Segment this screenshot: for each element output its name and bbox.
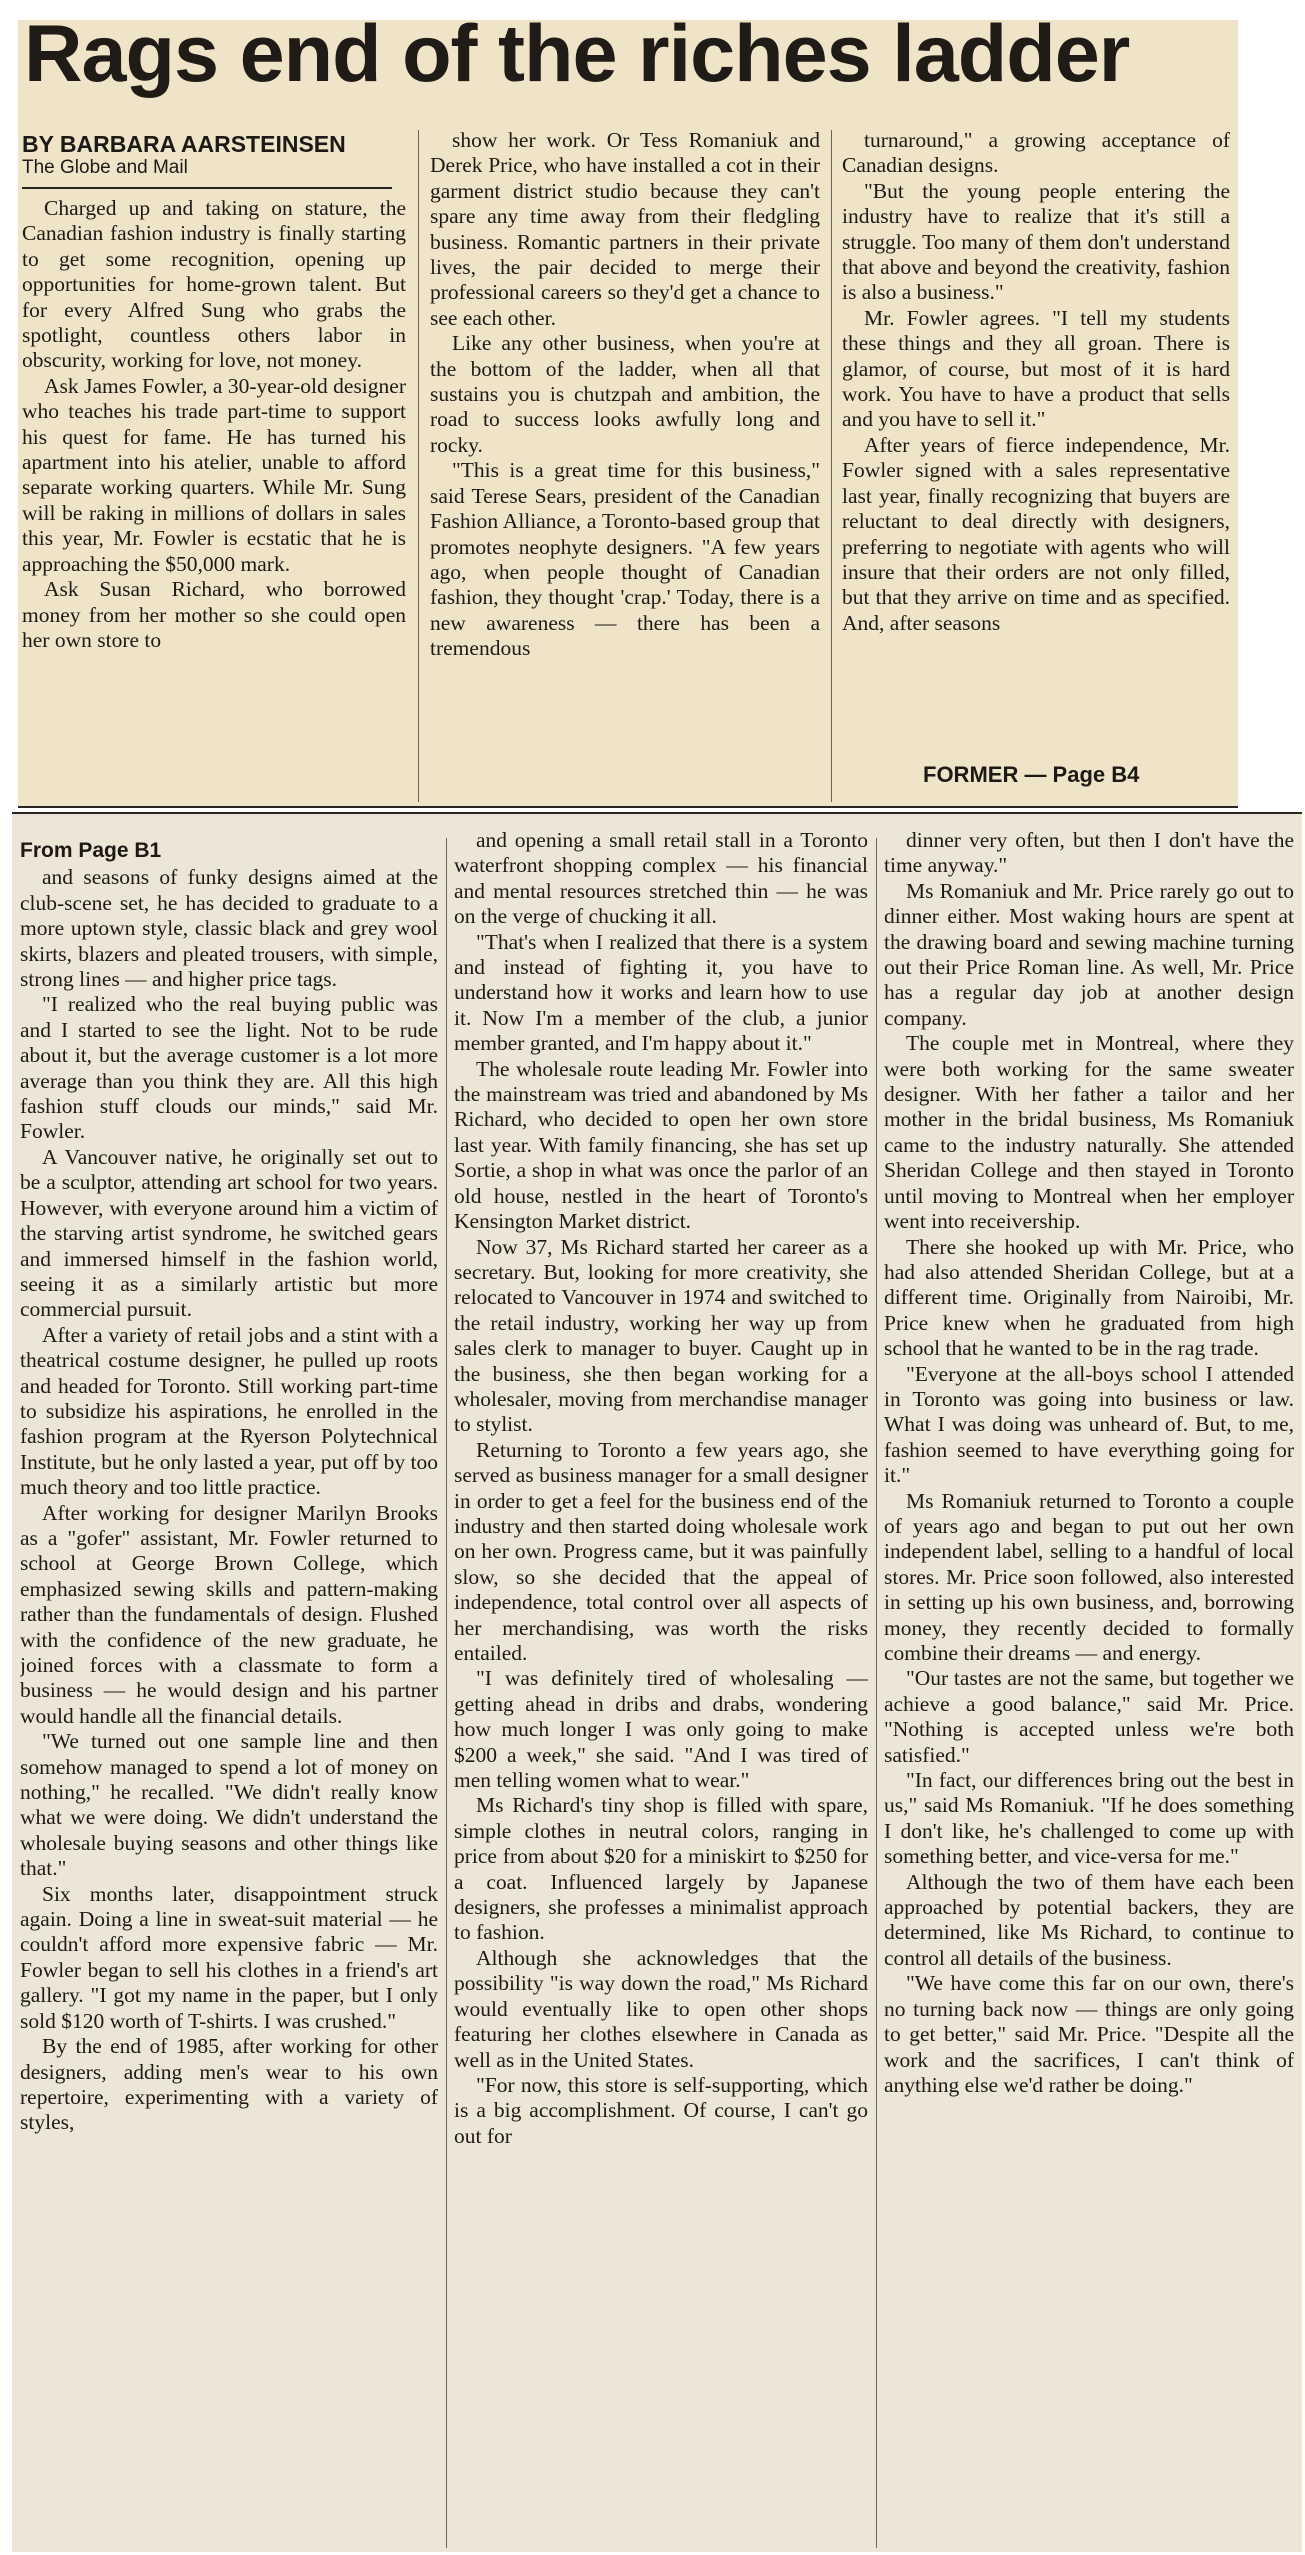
paragraph: Now 37, Ms Richard started her career as a secretary. But, looking for more creativity, she relocated to Vancouver in 1974 and switched to the retail industry, working her way up from sales clerk to manager to buyer. Caught up in the business, she then began working for a wholesaler, moving from merchandise manager to stylist.: [454, 1234, 868, 1437]
paragraph: Charged up and taking on stature, the Canadian fashion industry is finally starting to get some recognition, opening up opportunities for home-grown talent. But for every Alfred Sung who grabs the spotlight, countless others labor in obscurity, working for love, not money.: [22, 196, 406, 373]
column-rule: [446, 838, 447, 2548]
paragraph: After working for designer Marilyn Brooks as a "gofer" assistant, Mr. Fowler returned to school at George Brown College, which emphasized sewing skills and pattern-making rather than the fundamentals of design. Flushed with the confidence of the new graduate, he joined forces with a classmate to form a business — he would design and his partner would handle all the financial details.: [20, 1500, 438, 1728]
byline: BY BARBARA AARSTEINSEN: [22, 131, 346, 157]
bottom-column-3: [884, 828, 1294, 2550]
paragraph: "Our tastes are not the same, but together we achieve a good balance," said Mr. Price. "Nothing is accepted unless we're both satisfied.": [884, 1666, 1294, 1767]
paragraph: The wholesale route leading Mr. Fowler into the mainstream was tried and abandoned by Ms Richard, who decided to open her own store last year. With family financing, she has set up Sortie, a shop in what was once the parlor of an old house, nestled in the heart of Toronto's Kensington Market district.: [454, 1056, 868, 1234]
byline-block: [22, 132, 392, 189]
article-continuation-clipping: [12, 812, 1302, 2552]
paragraph: Ask Susan Richard, who borrowed money from her mother so she could open her own store to: [22, 577, 406, 652]
paragraph: After years of fierce independence, Mr. Fowler signed with a sales representative last year, finally recognizing that buyers are reluctant to deal directly with designers, preferring to negotiate with agents who will insure that their orders are not only filled, but that they arrive on time and as specified. And, after seasons: [842, 432, 1230, 635]
paragraph: Although the two of them have each been approached by potential backers, they are determined, like Ms Richard, to continue to control all details of the business.: [884, 1869, 1294, 1970]
paragraph: The couple met in Montreal, where they were both working for the same sweater designer. With her father a tailor and her mother in the bridal business, Ms Romaniuk came to the industry naturally. She attended Sheridan College and then stayed in Toronto until moving to Montreal when her employer went into receivership.: [884, 1031, 1294, 1234]
paragraph: "I realized who the real buying public was and I started to see the light. Not to be rude about it, but the average customer is a lot more average than you think they are. All this high fashion stuff clouds our minds," said Mr. Fowler.: [20, 992, 438, 1144]
article-front-clipping: [18, 20, 1238, 808]
column-rule: [418, 130, 419, 802]
top-column-1: [22, 196, 406, 800]
paragraph: "This is a great time for this business," said Terese Sears, president of the Canadian Fashion Alliance, a Toronto-based group that promotes neophyte designers. "A few years ago, when people thought of Canadian fashion, they thought 'crap.' Today, there is a new awareness — there has been a tremendous: [430, 458, 820, 661]
paragraph: "But the young people entering the industry have to realize that it's still a struggle. Too many of them don't understand that above and beyond the creativity, fashion is also a business.": [842, 178, 1230, 305]
paragraph: Mr. Fowler agrees. "I tell my students these things and they all groan. There is glamor, of course, but most of it is hard work. You have to have a product that sells and you have to sell it.": [842, 305, 1230, 432]
paragraph: "Everyone at the all-boys school I attended in Toronto was going into business or law. What I was doing was unheard of. But, to me, fashion seemed to have everything going for it.": [884, 1361, 1294, 1488]
paragraph: "For now, this store is self-supporting, which is a big accomplishment. Of course, I can't go out for: [454, 2072, 868, 2148]
paragraph: Like any other business, when you're at the bottom of the ladder, when all that sustains you is chutzpah and ambition, the road to success looks awfully long and rocky.: [430, 331, 820, 457]
paragraph: Ms Romaniuk returned to Toronto a couple of years ago and began to put out her own independent label, selling to a handful of local stores. Mr. Price soon followed, also interested in setting up his own business, and, borrowing money, they recently decided to formally combine their dreams — and energy.: [884, 1488, 1294, 1665]
top-column-2: [430, 128, 820, 800]
column-rule: [876, 838, 877, 2548]
paragraph: After a variety of retail jobs and a stint with a theatrical costume designer, he pulled up roots and headed for Toronto. Still working part-time to subsidize his aspirations, he enrolled in the fashion program at the Ryerson Polytechnical Institute, but he only lasted a year, put off by too much theory and too little practice.: [20, 1322, 438, 1500]
affiliation: The Globe and Mail: [22, 157, 188, 179]
paragraph: A Vancouver native, he originally set out to be a sculptor, attending art school for two years. However, with everyone around him a victim of the starving artist syndrome, he switched gears and immersed himself in the fashion world, seeing it as a similarly artistic but more commercial pursuit.: [20, 1144, 438, 1322]
jump-line-to: FORMER — Page B4: [923, 762, 1140, 787]
paragraph: turnaround," a growing acceptance of Canadian designs.: [842, 128, 1230, 178]
paragraph: dinner very often, but then I don't have the time anyway.": [884, 828, 1294, 878]
paragraph: "We turned out one sample line and then somehow managed to spend a lot of money on nothing," he recalled. "We didn't really know what we were doing. We didn't understand the wholesale buying seasons and other things like that.": [20, 1729, 438, 1881]
paragraph: By the end of 1985, after working for other designers, adding men's wear to his own repertoire, experimenting with a variety of styles,: [20, 2034, 438, 2135]
top-column-3: [842, 128, 1230, 758]
bottom-column-2: [454, 828, 868, 2550]
paragraph: "I was definitely tired of wholesaling — getting ahead in dribs and drabs, wondering how much longer I was only going to make $200 a week," she said. "And I was tired of men telling women what to wear.": [454, 1666, 868, 1793]
paragraph: Six months later, disappointment struck again. Doing a line in sweat-suit material — he couldn't afford more expensive fabric — Mr. Fowler began to sell his clothes in a friend's art gallery. "I got my name in the paper, but I only sold $120 worth of T-shirts. I was crushed.": [20, 1881, 438, 2033]
paragraph: "We have come this far on our own, there's no turning back now — things are only going to get better," said Mr. Price. "Despite all the work and the sacrifices, I can't think of anything else we'd rather be doing.": [884, 1971, 1294, 2097]
paragraph: Ask James Fowler, a 30-year-old designer who teaches his trade part-time to support his quest for fame. He has turned his apartment into his atelier, unable to afford separate working quarters. While Mr. Sung will be raking in millions of dollars in sales this year, Mr. Fowler is ecstatic that he is approaching the $50,000 mark.: [22, 373, 406, 576]
column-rule: [831, 130, 832, 802]
jump-line-from: From Page B1: [20, 839, 162, 862]
paragraph: There she hooked up with Mr. Price, who had also attended Sheridan College, but at a different time. Originally from Nairoibi, Mr. Price knew when he graduated from high school that he wanted to be in the rag trade.: [884, 1234, 1294, 1361]
paragraph: "That's when I realized that there is a system and instead of fighting it, you have to understand how it works and learn how to use it. Now I'm a member of the club, a junior member granted, and I'm happy about it.": [454, 929, 868, 1056]
paragraph: and opening a small retail stall in a Toronto waterfront shopping complex — his financial and mental resources stretched thin — he was on the verge of chucking it all.: [454, 828, 868, 929]
paragraph: Ms Richard's tiny shop is filled with spare, simple clothes in neutral colors, ranging in price from about $20 for a miniskirt to $250 for a coat. Influenced largely by Japanese designers, she professes a minimalist approach to fashion.: [454, 1793, 868, 1945]
paragraph: "In fact, our differences bring out the best in us," said Ms Romaniuk. "If he does something I don't like, he's challenged to come up with something better, and vice-versa for me.": [884, 1768, 1294, 1869]
paragraph: show her work. Or Tess Romaniuk and Derek Price, who have installed a cot in their garment district studio because they can't spare any time away from their fledgling business. Romantic partners in their private lives, the pair decided to merge their professional careers so they'd get a chance to see each other.: [430, 128, 820, 330]
paragraph: Returning to Toronto a few years ago, she served as business manager for a small designer in order to get a feel for the business end of the industry and then started doing wholesale work on her own. Progress came, but it was painfully slow, so she decided that the appeal of independence, total control over all aspects of her merchandising, was worth the risks entailed.: [454, 1437, 868, 1665]
paragraph: and seasons of funky designs aimed at the club-scene set, he has decided to graduate to a more uptown style, classic black and grey wool skirts, blazers and pleated trousers, with simple, strong lines — and higher price tags.: [20, 865, 438, 992]
bottom-column-1: [20, 838, 438, 2550]
section-separator: [18, 806, 1238, 808]
paragraph: Ms Romaniuk and Mr. Price rarely go out to dinner either. Most waking hours are spent at the drawing board and sewing machine turning out their Price Roman line. As well, Mr. Price has a regular day job at another design company.: [884, 878, 1294, 1030]
paragraph: Although she acknowledges that the possibility "is way down the road," Ms Richard would eventually like to open other shops featuring her clothes elsewhere in Canada as well as in the United States.: [454, 1945, 868, 2072]
headline: Rags end of the riches ladder: [24, 20, 1130, 99]
